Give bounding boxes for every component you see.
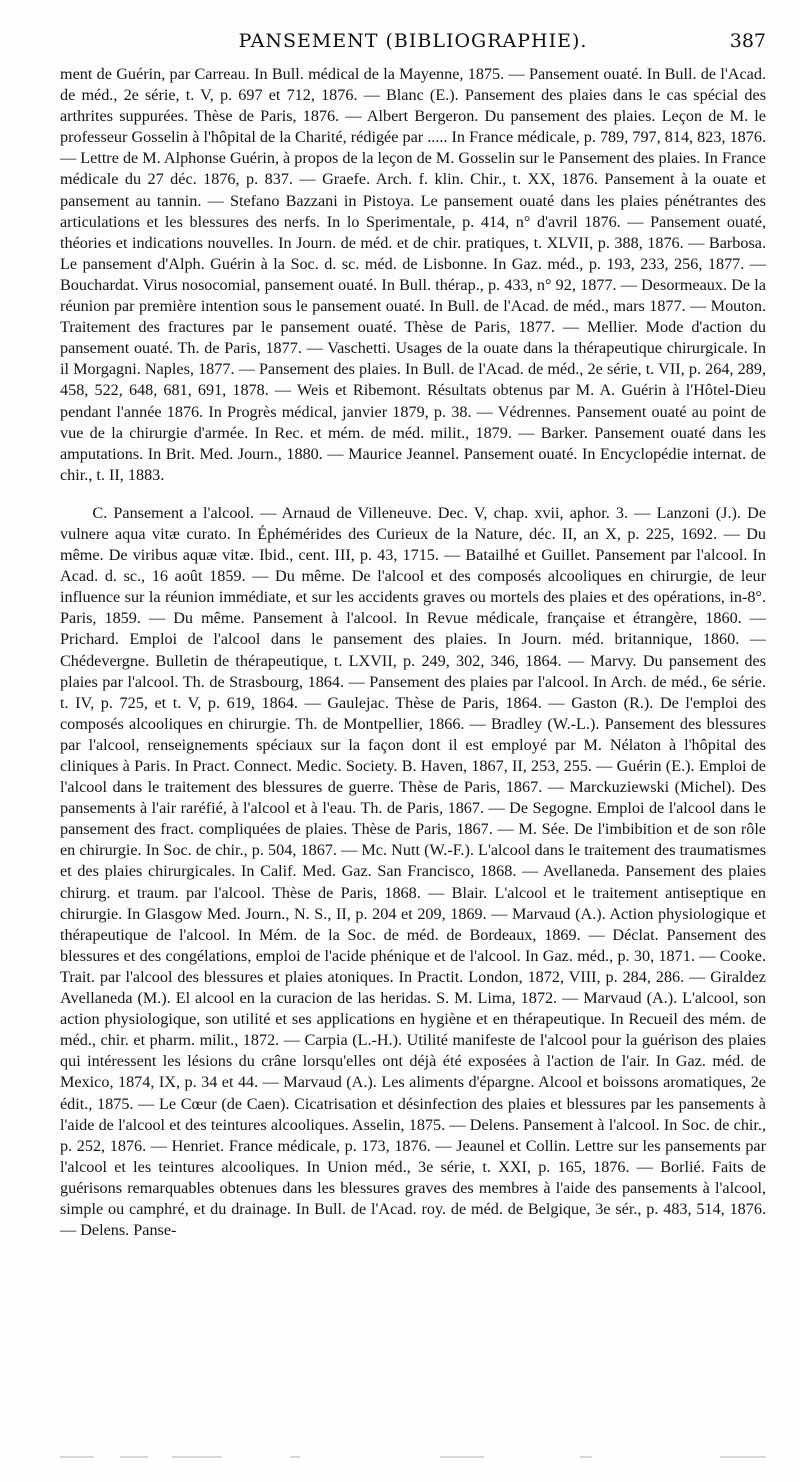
bleed-through-marks xyxy=(60,1450,766,1464)
bibliography-paragraph-ouate: ment de Guérin, par Carreau. In Bull. médical de la Mayenne, 1875. — Pansement ouaté. In Bull. de l'Acad. de méd., 2e série, t. V, p. 697 et 712, 1876. — Blanc (E.). Pansement des plaies dans le cas spécial des arthrites suppurées. Thèse de Paris, 1876. — Albert Bergeron. Du pansement des plaies. Leçon de M. le professeur Gosselin à l'hôpital de la Charité, rédigée par ..... In France médicale, p. 789, 797, 814, 823, 1876. — Lettre de M. Alphonse Guérin, à propos de la leçon de M. Gosselin sur le Pansement des plaies. In France médicale du 27 déc. 1876, p. 837. — Graefe. Arch. f. klin. Chir., t. XX, 1876. Pansement à la ouate et pansement au tannin. — Stefano Bazzani in Pistoya. Le pansement ouaté dans les plaies pénétrantes des articulations et les blessures des nerfs. In lo Sperimentale, p. 414, n° d'avril 1876. — Pansement ouaté, théories et indications nouvelles. In Journ. de méd. et de chir. pratiques, t. XLVII, p. 388, 1876. — Barbosa. Le pansement d'Alph. Guérin à la Soc. d. sc. méd. de Lisbonne. In Gaz. méd., p. 193, 233, 256, 1877. — Bouchardat. Virus nosocomial, pansement ouaté. In Bull. thérap., p. 433, n° 92, 1877. — Desormeaux. De la réunion par première intention sous le pansement ouaté. In Bull. de l'Acad. de méd., mars 1877. — Mouton. Traitement des fractures par le pansement ouaté. Thèse de Paris, 1877. — Mellier. Mode d'action du pansement ouaté. Th. de Paris, 1877. — Vaschetti. Usages de la ouate dans la thérapeutique chirurgicale. In il Morgagni. Naples, 1877. — Pansement des plaies. In Bull. de l'Acad. de méd., 2e série, t. VII, p. 264, 289, 458, 522, 648, 681, 691, 1878. — Weis et Ribemont. Résultats obtenus par M. A. Guérin à l'Hôtel-Dieu pendant l'année 1876. In Progrès médical, janvier 1879, p. 38. — Védrennes. Pansement ouaté au point de vue de la chirurgie d'armée. In Rec. et mém. de méd. milit., 1879. — Barker. Pansement ouaté dans les amputations. In Brit. Med. Journ., 1880. — Maurice Jeannel. Pansement ouaté. In Encyclopédie internat. de chir., t. II, 1883. xyxy=(60,65,766,484)
bibliography-paragraph-alcool: C. Pansement a l'alcool. — Arnaud de Villeneuve. Dec. V, chap. xvii, aphor. 3. — Lanzoni (J.). De vulnere aqua vitæ curato. In Éphémérides des Curieux de la Nature, déc. II, an X, p. 225, 1692. — Du même. De viribus aquæ vitæ. Ibid., cent. III, p. 43, 1715. — Batailhé et Guillet. Pansement par l'alcool. In Acad. d. sc., 16 août 1859. — Du même. De l'alcool et des composés alcooliques en chirurgie, de leur influence sur la réunion immédiate, et sur les accidents graves ou mortels des plaies et des opérations, in-8°. Paris, 1859. — Du même. Pansement à l'alcool. In Revue médicale, française et étrangère, 1860. — Prichard. Emploi de l'alcool dans le pansement des plaies. In Journ. méd. britannique, 1860. — Chédevergne. Bulletin de thérapeutique, t. LXVII, p. 249, 302, 346, 1864. — Marvy. Du pansement des plaies par l'alcool. Th. de Strasbourg, 1864. — Pansement des plaies par l'alcool. In Arch. de méd., 6e série. t. IV, p. 725, et t. V, p. 619, 1864. — Gaulejac. Thèse de Paris, 1864. — Gaston (R.). De l'emploi des composés alcooliques en chirurgie. Th. de Montpellier, 1866. — Bradley (W.-L.). Pansement des blessures par l'alcool, renseignements spéciaux sur la façon dont il est employé par M. Nélaton à l'hôpital des cliniques à Paris. In Pract. Connect. Medic. Society. B. Haven, 1867, II, 253, 255. — Guérin (E.). Emploi de l'alcool dans le traitement des blessures de guerre. Thèse de Paris, 1867. — Marckuziewski (Michel). Des pansements à l'air raréfié, à l'alcool et à l'eau. Th. de Paris, 1867. — De Segogne. Emploi de l'alcool dans le pansement des fract. compliquées de plaies. Thèse de Paris, 1867. — M. Sée. De l'imbibition et de son rôle en chirurgie. In Soc. de chir., p. 504, 1867. — Mc. Nutt (W.-F.). L'alcool dans le traitement des traumatismes et des plaies chirurgicales. In Calif. Med. Gaz. San Francisco, 1868. — Avellaneda. Pansement des plaies chirurg. et traum. par l'alcool. Thèse de Paris, 1868. — Blair. L'alcool et le traitement antiseptique en chirurgie. In Glasgow Med. Journ., N. S., II, p. 204 et 209, 1869. — Marvaud (A.). Action physiologique et thérapeutique de l'alcool. In Mém. de la Soc. de méd. de Bordeaux, 1869. — Déclat. Pansement des blessures et des congélations, emploi de l'acide phénique et de l'alcool. In Gaz. méd., p. 30, 1871. — Cooke. Trait. par l'alcool des blessures et plaies atoniques. In Practit. London, 1872, VIII, p. 284, 286. — Giraldez Avellaneda (M.). El alcool en la curacion de las heridas. S. M. Lima, 1872. — Marvaud (A.). L'alcool, son action physiologique, son utilité et ses applications en hygiène et en thérapeutique. In Recueil des mém. de méd., chir. et pharm. milit., 1872. — Carpia (L.-H.). Utilité manifeste de l'alcool pour la guérison des plaies qui intéressent les lésions du crâne lorsqu'elles ont déjà été exposées à l'action de l'air. In Gaz. méd. de Mexico, 1874, IX, p. 34 et 44. — Marvaud (A.). Les aliments d'épargne. Alcool et boissons aromatiques, 2e édit., 1875. — Le Cœur (de Caen). Cicatrisation et désinfection des plaies et blessures par les pansements à l'aide de l'alcool et des teintures alcooliques. Asselin, 1875. — Delens. Pansement à l'alcool. In Soc. de chir., p. 252, 1876. — Henriet. France médicale, p. 173, 1876. — Jeaunel et Collin. Lettre sur les pansements par l'alcool et les teintures alcooliques. In Union méd., 3e série, t. XXI, p. 165, 1876. — Borlié. Faits de guérisons remarquables obtenues dans les blessures graves des membres à l'aide des pansements à l'alcool, simple ou camphré, et du drainage. In Bull. de l'Acad. roy. de méd. de Belgique, 3e sér., p. 483, 514, 1876. — Delens. Panse- xyxy=(60,503,766,1240)
page-number: 387 xyxy=(729,30,766,52)
running-header xyxy=(60,30,766,56)
page-title: PANSEMENT (BIBLIOGRAPHIE). xyxy=(238,30,588,52)
bibliography-body xyxy=(60,64,766,1241)
